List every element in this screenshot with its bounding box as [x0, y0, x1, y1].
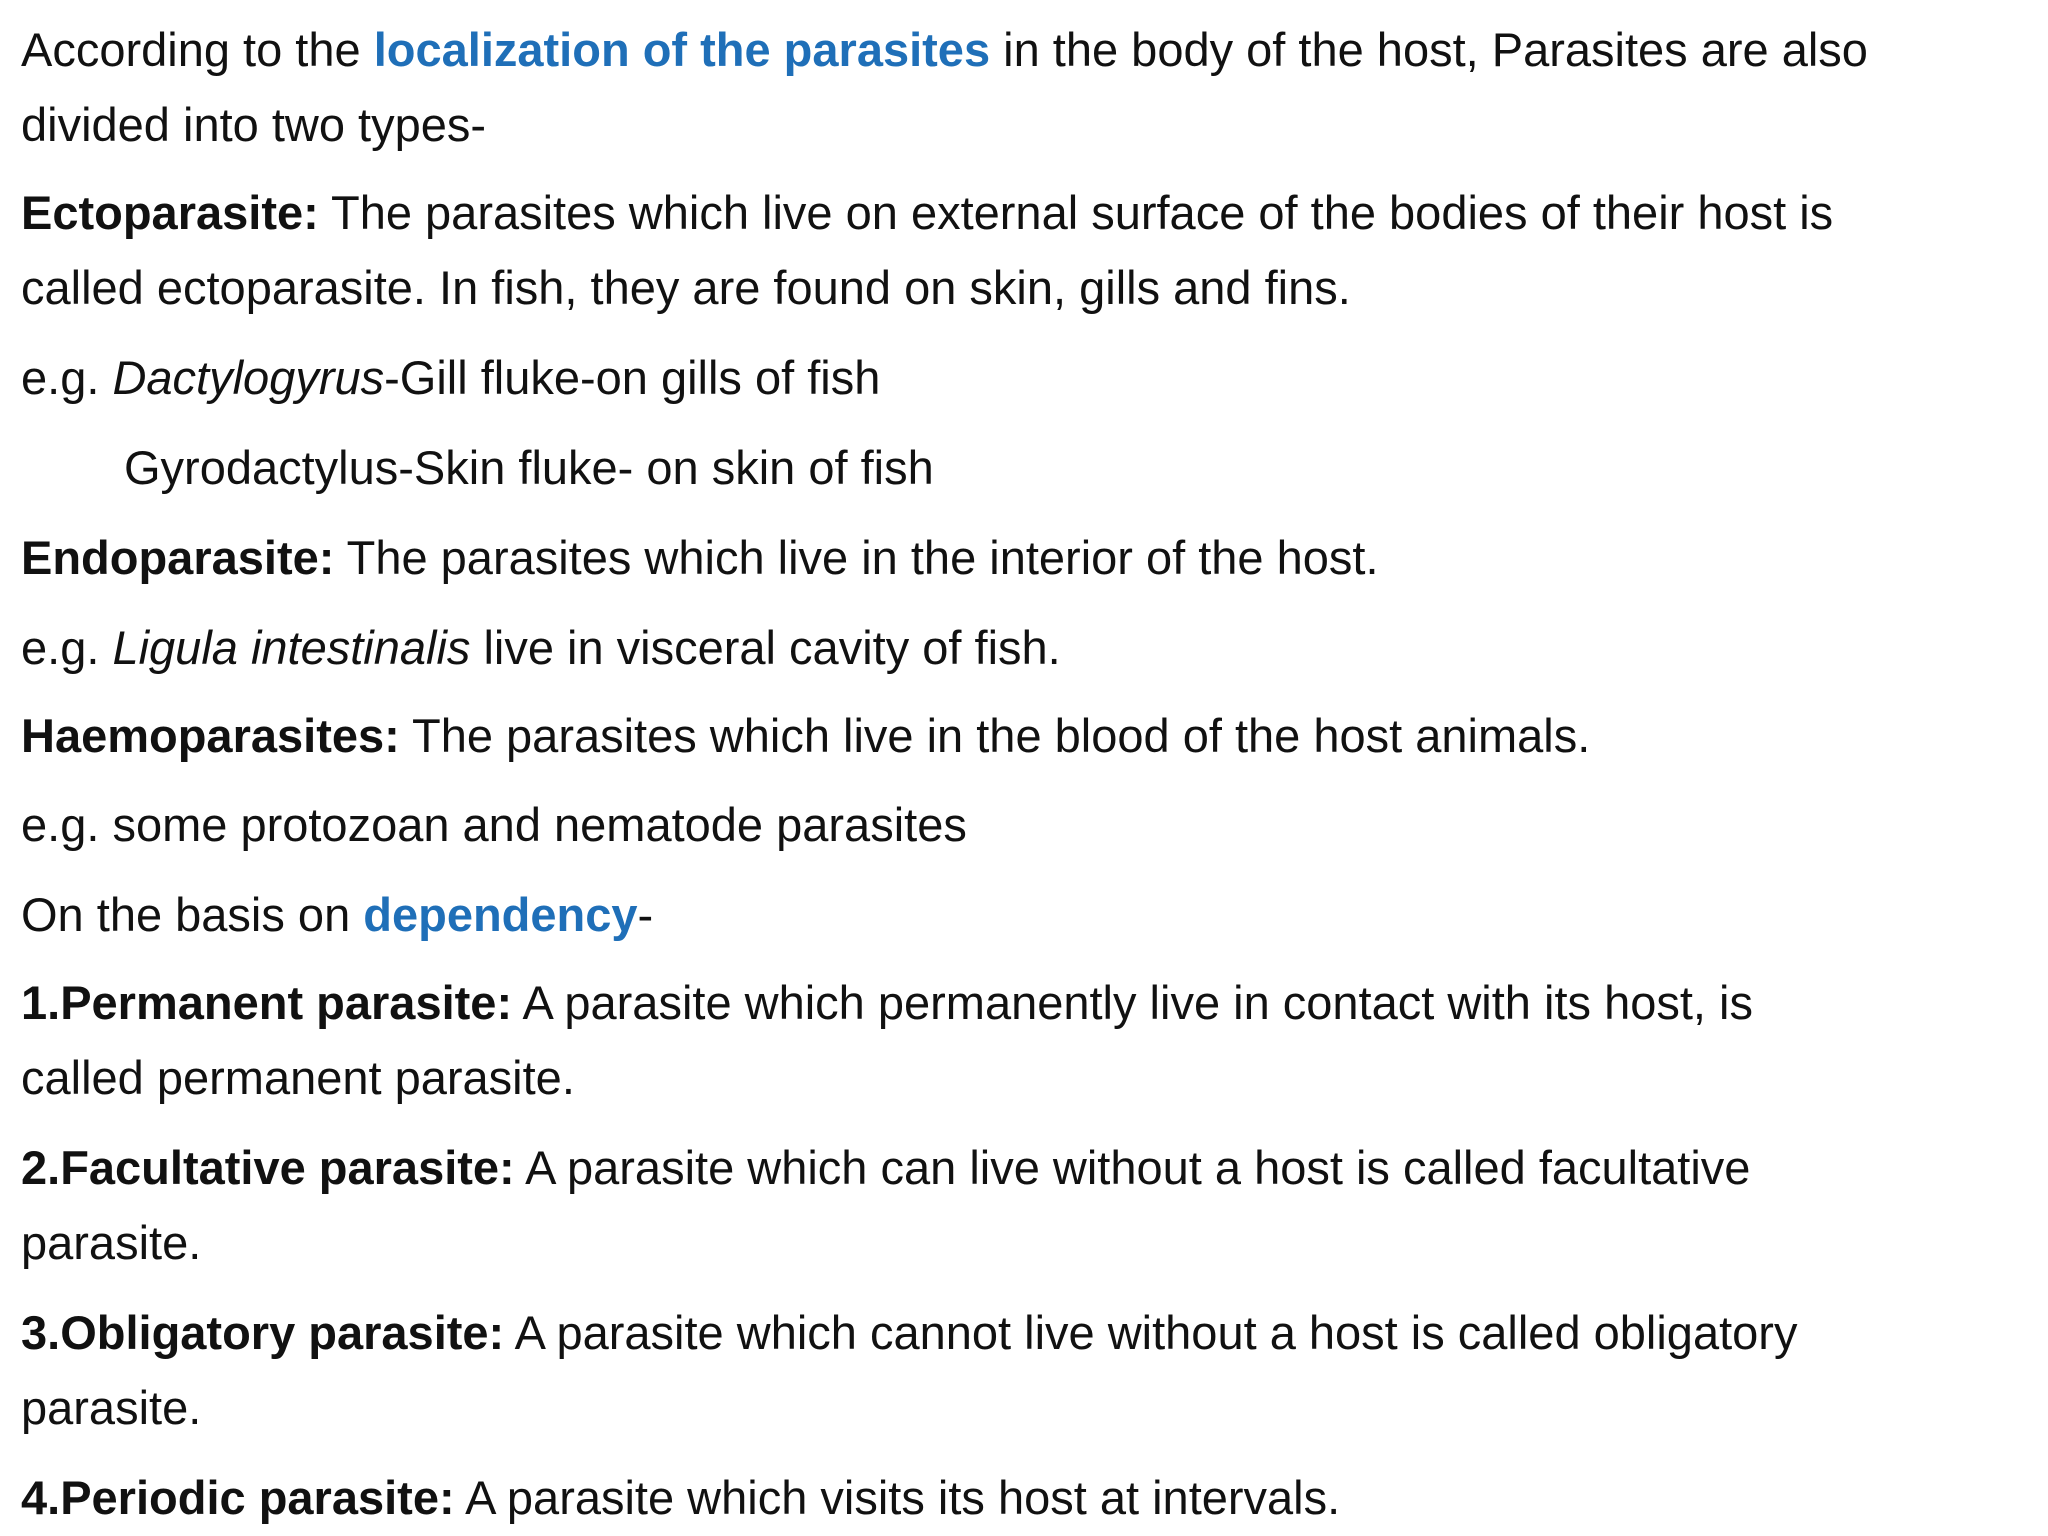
permanent-parasite-line-1 [21, 975, 1753, 1031]
ectoparasite-example-2: Gyrodactylus-Skin fluke- on skin of fish [124, 441, 934, 494]
intro-text-post: in the body of the host, Parasites are also [990, 23, 1868, 76]
species-name: Dactylogyrus [112, 351, 385, 404]
ectoparasite-line-1 [21, 185, 1833, 241]
obligatory-parasite-term: 3.Obligatory parasite: [21, 1306, 505, 1359]
endoparasite-example [21, 620, 1061, 676]
dependency-pre: On the basis on [21, 888, 364, 941]
haemoparasite-line [21, 708, 1590, 764]
endoparasite-def: The parasites which live in the interior of the host. [334, 531, 1379, 584]
example-prefix: e.g. [21, 621, 113, 674]
obligatory-parasite-line-2: parasite. [21, 1381, 202, 1434]
ectoparasite-example-1 [21, 350, 880, 406]
ectoparasite-def-1: The parasites which live on external surface of the bodies of their host is [318, 186, 1834, 239]
haemoparasite-term: Haemoparasites: [21, 709, 400, 762]
permanent-parasite-line-2: called permanent parasite. [21, 1051, 575, 1104]
intro-line-2: divided into two types- [21, 98, 487, 151]
obligatory-parasite-def-1: A parasite which cannot live without a host is called obligatory [504, 1306, 1798, 1359]
facultative-parasite-line-2: parasite. [21, 1216, 202, 1269]
example-rest: live in visceral cavity of fish. [470, 621, 1061, 674]
haemoparasite-def: The parasites which live in the blood of the host animals. [399, 709, 1591, 762]
dependency-post: - [637, 888, 654, 941]
facultative-parasite-def-1: A parasite which can live without a host is called facultative [514, 1141, 1751, 1194]
dependency-highlight: dependency [363, 888, 638, 941]
permanent-parasite-def-1: A parasite which permanently live in contact with its host, is [512, 976, 1753, 1029]
endoparasite-term: Endoparasite: [21, 531, 335, 584]
permanent-parasite-term: 1.Permanent parasite: [21, 976, 513, 1029]
ectoparasite-line-2: called ectoparasite. In fish, they are found on skin, gills and fins. [21, 261, 1351, 314]
species-name: Ligula intestinalis [112, 621, 471, 674]
ectoparasite-term: Ectoparasite: [21, 186, 319, 239]
intro-text-pre: According to the [21, 23, 374, 76]
intro-highlight: localization of the parasites [373, 23, 991, 76]
example-rest: -Gill fluke-on gills of fish [384, 351, 881, 404]
periodic-parasite-line [21, 1470, 1340, 1526]
intro-line-1 [21, 22, 1868, 78]
endoparasite-line [21, 530, 1379, 586]
periodic-parasite-def: A parasite which visits its host at intervals. [454, 1471, 1341, 1524]
periodic-parasite-term: 4.Periodic parasite: [21, 1471, 455, 1524]
example-prefix: e.g. [21, 351, 113, 404]
facultative-parasite-line-1 [21, 1140, 1750, 1196]
haemoparasite-example: e.g. some protozoan and nematode parasites [21, 798, 967, 851]
obligatory-parasite-line-1 [21, 1305, 1797, 1361]
facultative-parasite-term: 2.Facultative parasite: [21, 1141, 515, 1194]
dependency-heading [21, 887, 653, 943]
